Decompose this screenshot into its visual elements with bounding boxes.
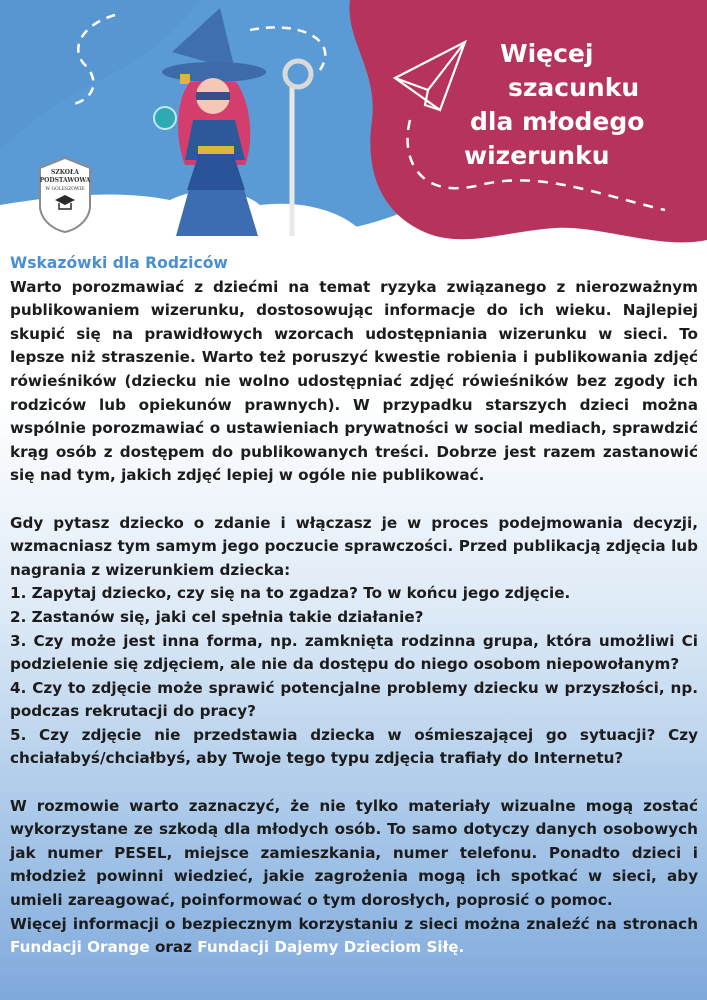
link-fundacja-ddd[interactable]: Fundacji Dajemy Dzieciom Siłę — [197, 938, 459, 957]
paragraph-1: Warto porozmawiać z dziećmi na temat ryzyka związanego z nierozważnym publikowaniem wizerunku, dostosowując informacje do ich wieku. Najlepiej skupić się na prawidłowych wzorcach udostępniania wizerunku w sieci. To lepsze niż straszenie. Warto też poruszyć kwestie robienia i publikowania zdjęć rówieśników (dziecku nie wolno udostępniać zdjęć rówieśników bez zgody ich rodziców lub opiekunów prawnych). W przypadku starszych dzieci można wspólnie porozmawiać o ustawieniach prywatności w social mediach, sprawdzić krąg osób z dostępem do publikowanych treści. Dobrze jest razem zastanowić się nad tym, jakich zdjęć lepiej w ogóle nie publikować. — [10, 277, 698, 485]
school-logo-line2: PODSTAWOWA — [39, 177, 91, 184]
paragraph-4-suffix: . — [458, 938, 465, 957]
paragraph-4-mid: oraz — [149, 938, 198, 957]
campaign-title-line4: wizerunku — [464, 141, 610, 170]
list-item: 2. Zastanów się, jaki cel spełnia takie działanie? — [10, 607, 424, 626]
header-banner — [0, 0, 707, 255]
header-text-layer — [0, 0, 707, 255]
list-item: 4. Czy to zdjęcie może sprawić potencjalne problemy dziecku w przyszłości, np. podczas rekrutacji do pracy? — [10, 678, 698, 721]
list-item: 5. Czy zdjęcie nie przedstawia dziecka w ośmieszającej go sytuacji? Czy chciałabyś/chciałbyś, aby Twoje tego typu zdjęcia trafiały do Internetu? — [10, 725, 698, 768]
school-logo-line1: SZKOŁA — [51, 169, 79, 176]
link-fundacja-orange[interactable]: Fundacji Orange — [10, 938, 150, 957]
school-logo-line3: W GOLESZOWIE — [45, 187, 85, 192]
section-subtitle: Wskazówki dla Rodziców — [10, 254, 228, 272]
campaign-title-line1: Więcej — [500, 39, 594, 68]
campaign-title-line3: dla młodego — [470, 107, 645, 136]
paragraph-4-prefix: Więcej informacji o bezpiecznym korzystaniu z sieci można znaleźć na stronach — [10, 914, 698, 933]
paragraph-2: Gdy pytasz dziecko o zdanie i włączasz je w proces podejmowania decyzji, wzmacniasz tym samym jego poczucie sprawczości. Przed publikacją zdjęcia lub nagrania z wizerunkiem dziecka: — [10, 513, 698, 579]
paragraph-4 — [10, 913, 698, 960]
list-item: 1. Zapytaj dziecko, czy się na to zgadza? To w końcu jego zdjęcie. — [10, 584, 571, 603]
paragraph-3: W rozmowie warto zaznaczyć, że nie tylko materiały wizualne mogą zostać wykorzystane ze szkodą dla młodych osób. To samo dotyczy danych osobowych jak numer PESEL, miejsce zamieszkania, numer telefonu. Ponadto dzieci i młodzież powinni wiedzieć, jakie zagrożenia mogą ich spotkać w sieci, aby umieli zareagować, poinformować o tym dorosłych, poprosić o pomoc. — [10, 796, 698, 910]
content-body — [10, 252, 698, 960]
list-item: 3. Czy może jest inna forma, np. zamknięta rodzinna grupa, która umożliwi Ci podzielenie się zdjęciem, ale nie da dostępu do niego osobom niepowołanym? — [10, 631, 698, 674]
campaign-title-line2: szacunku — [508, 73, 640, 102]
